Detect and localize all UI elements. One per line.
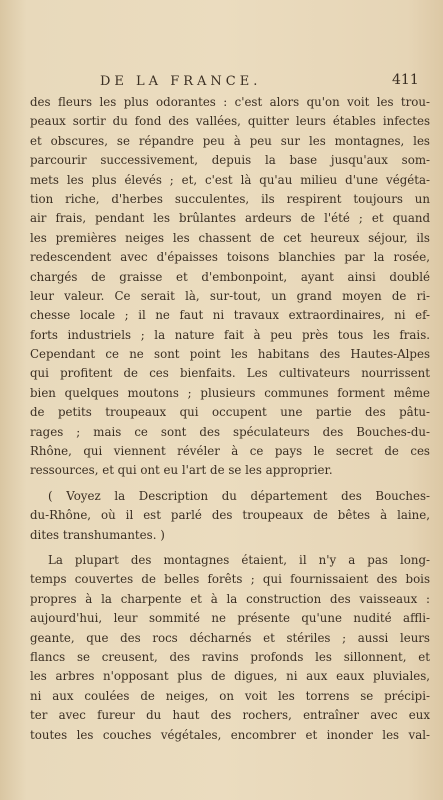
text-line: Rhône, qui viennent révéler à ce pays le secret de ces [30, 444, 430, 459]
text-line: propres à la charpente et à la construction des vaisseaux : [30, 591, 430, 606]
text-line: aujourd'hui, leur sommité ne présente qu'une nudité affli- [30, 611, 430, 626]
text-line: rages ; mais ce sont des spéculateurs des Bouches-du- [30, 424, 430, 439]
text-line: air frais, pendant les brûlantes ardeurs de l'été ; et quand [30, 211, 430, 226]
text-line: chargés de graisse et d'embonpoint, ayant ainsi doublé [30, 269, 430, 284]
paragraph-3 [30, 551, 430, 745]
text-line: forts industriels ; la nature fait à peu près tous les frais. [30, 327, 430, 342]
text-line: geante, que des rocs décharnés et stériles ; aussi leurs [30, 630, 430, 645]
text-line: les arbres n'opposant plus de digues, ni aux eaux pluviales, [30, 669, 430, 684]
text-line: flancs se creusent, des ravins profonds les sillonnent, et [30, 649, 430, 664]
text-line: mets les plus élevés ; et, c'est là qu'au milieu d'une végéta- [30, 172, 430, 187]
paragraph-2 [30, 487, 430, 545]
text-line: temps couvertes de belles forêts ; qui fournissaient des bois [30, 572, 430, 587]
text-line: peaux sortir du fond des vallées, quitter leurs étables infectes [30, 114, 430, 129]
text-line: ( Voyez la Description du département des Bouches- [48, 488, 430, 503]
body-text [30, 93, 430, 745]
text-line: qui profitent de ces bienfaits. Les cultivateurs nourrissent [30, 366, 430, 381]
text-line: ni aux coulées de neiges, on voit les torrens se précipi- [30, 688, 430, 703]
text-line: La plupart des montagnes étaient, il n'y a pas long- [48, 552, 430, 567]
text-line: redescendent avec d'épaisses toisons blanchies par la rosée, [30, 250, 430, 265]
text-line: tion riche, d'herbes succulentes, ils respirent toujours un [30, 191, 430, 206]
text-line: ter avec fureur du haut des rochers, entraîner avec eux [30, 708, 430, 723]
text-line: des fleurs les plus odorantes : c'est alors qu'on voit les trou- [30, 95, 430, 109]
text-line: ressources, et qui ont eu l'art de se les approprier. [30, 463, 333, 478]
text-line: chesse locale ; il ne faut ni travaux extraordinaires, ni ef- [30, 308, 430, 323]
text-line: toutes les couches végétales, encombrer et inonder les val- [30, 727, 430, 742]
paragraph-1 [30, 93, 430, 481]
running-head: DE LA FRANCE. [100, 74, 262, 89]
text-line: du-Rhône, où il est parlé des troupeaux de bêtes à laine, [30, 508, 430, 523]
text-line: parcourir successivement, depuis la base jusqu'aux som- [30, 153, 430, 168]
text-line: de petits troupeaux qui occupent une partie des pâtu- [30, 405, 430, 420]
text-line: bien quelques moutons ; plusieurs communes forment même [30, 385, 430, 400]
text-line: Cependant ce ne sont point les habitans des Hautes-Alpes [30, 347, 430, 362]
text-line: et obscures, se répandre peu à peu sur les montagnes, les [30, 133, 430, 148]
text-line: leur valeur. Ce serait là, sur-tout, un grand moyen de ri- [30, 288, 430, 303]
text-line: les premières neiges les chassent de cet heureux séjour, ils [30, 230, 430, 245]
page-number: 411 [392, 72, 419, 88]
text-line: dites transhumantes. ) [30, 527, 165, 542]
